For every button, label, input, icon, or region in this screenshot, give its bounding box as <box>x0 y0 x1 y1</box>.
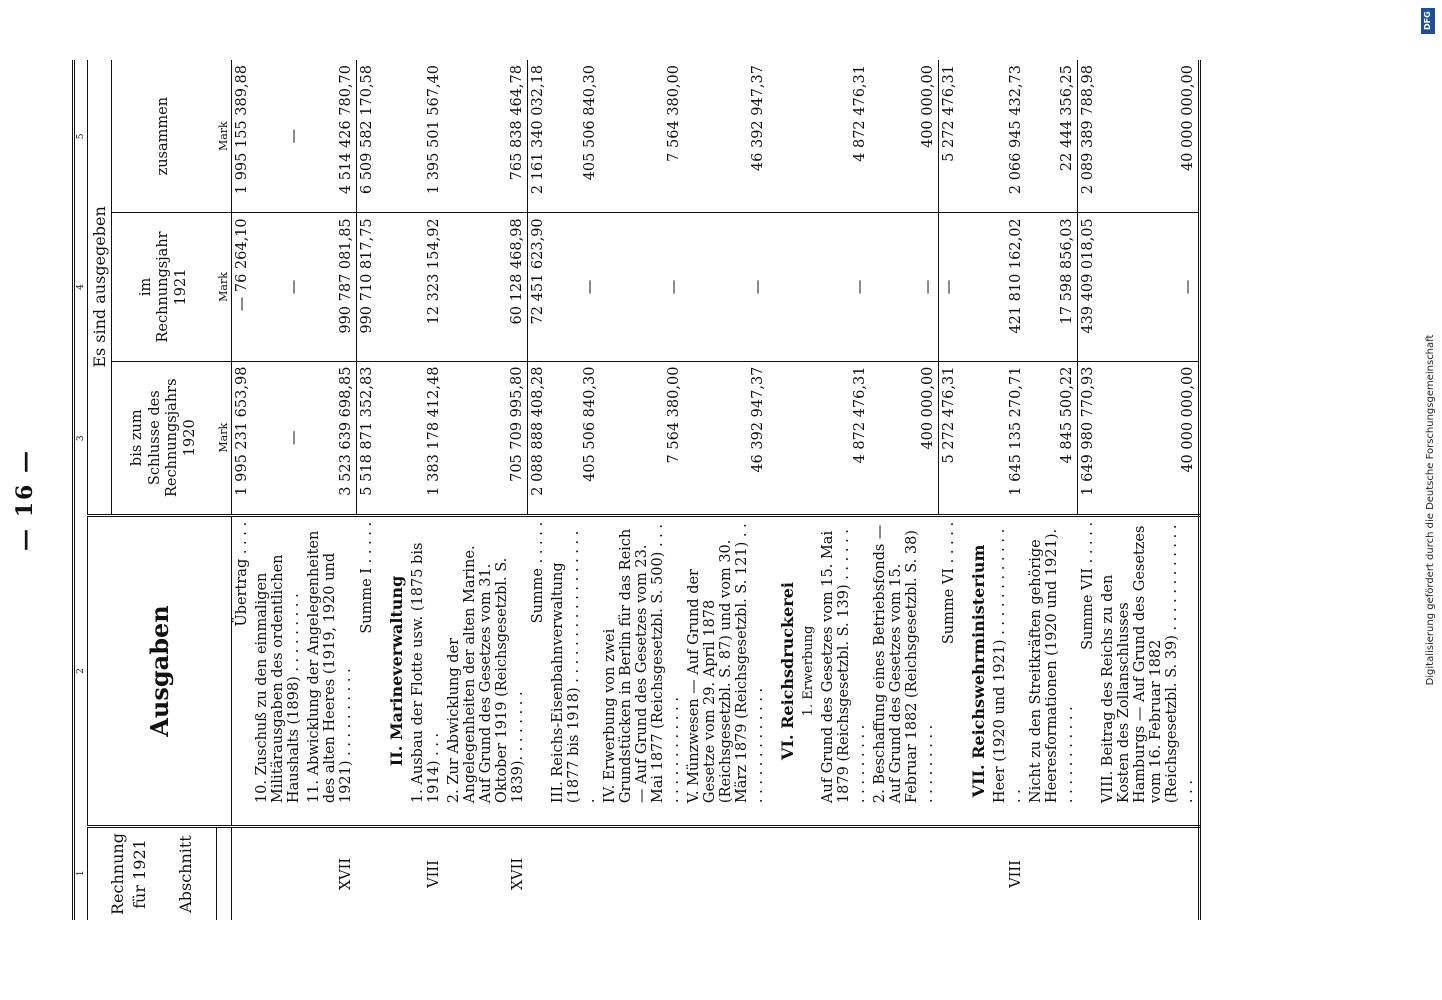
colnum-2: 2 <box>74 515 88 826</box>
description-cell: Auf Grund des Gesetzes vom 15. Mai 1879 (Reichsgesetzbl. S. 139) . . . . . . . . . . . . . . . <box>818 515 870 826</box>
value-total-cell: 22 444 356,25 <box>1059 65 1076 172</box>
colnum-4: 4 <box>74 213 88 361</box>
description-cell: 11. Abwicklung der Angelegenheiten des alten Heeres (1919, 1920 und 1921) . . . . . . . . . . <box>304 515 356 826</box>
abschnitt-cell <box>548 827 600 920</box>
unit-blank <box>216 827 232 920</box>
value-1920-cell: 3 523 639 698,85 <box>304 361 356 515</box>
table-body <box>232 60 1200 920</box>
abschnitt-cell <box>600 827 684 920</box>
abschnitt-cell <box>818 827 870 920</box>
description-cell: 2. Zur Abwicklung der Angelegenheiten der alten Marine. Auf Grund des Gesetzes vom 31. Oktober 1919 (Reichsgesetzbl. S. 1839). . . . . . . . <box>444 515 528 826</box>
description-cell: 2. Beschaffung eines Betriebsfonds — Auf Grund des Gesetzes vom 15. Februar 1882 (Reichsgesetzbl. S. 38) . . . . . . . . . <box>870 515 938 826</box>
value-1921-cell: 421 810 162,02 <box>990 213 1026 361</box>
table-row <box>1078 60 1099 920</box>
value-1921-cell: — 76 264,10 <box>232 213 253 361</box>
table-row <box>959 60 990 920</box>
header-col3-line: 1920 <box>181 419 198 457</box>
header-col4 <box>112 213 217 361</box>
abschnitt-cell <box>232 827 253 920</box>
value-1921-cell: 72 451 623,90 <box>528 213 549 361</box>
value-1920-cell: 5 518 871 352,83 <box>356 361 377 515</box>
table-row <box>990 60 1026 920</box>
abschnitt-cell: VIII <box>990 827 1026 920</box>
value-total-cell: 7 564 380,00 <box>666 65 683 162</box>
header-col5: zusammen <box>155 96 172 176</box>
value-1920-cell <box>959 361 990 515</box>
header-ausgaben: Ausgaben <box>88 515 232 826</box>
value-1920-cell: 4 845 500,22 <box>1026 361 1078 515</box>
value-1920-cell: 4 872 476,31 <box>818 361 870 515</box>
abschnitt-cell: XVII <box>444 827 528 920</box>
header-abschnitt <box>88 827 217 920</box>
header-col3 <box>112 361 217 515</box>
value-1920-cell <box>768 361 799 515</box>
table-row <box>818 60 870 920</box>
table-row <box>799 60 818 920</box>
table-row <box>304 60 356 920</box>
table-row <box>356 60 377 920</box>
column-number-row <box>74 60 88 920</box>
table-row <box>528 60 549 920</box>
abschnitt-cell <box>1078 827 1099 920</box>
table-row <box>252 60 304 920</box>
value-total-cell: 4 872 476,31 <box>852 65 869 162</box>
value-1920-cell: 1 995 231 653,98 <box>232 361 253 515</box>
description-cell: Übertrag . . . . <box>232 515 253 826</box>
table-row <box>548 60 600 920</box>
value-1921-cell <box>377 213 408 361</box>
value-1920-cell: 7 564 380,00 <box>600 361 684 515</box>
table-row <box>1026 60 1078 920</box>
value-1920-cell: 1 649 980 770,93 <box>1078 361 1099 515</box>
header-col3-line: bis zum <box>129 409 146 467</box>
value-total-cell: — <box>286 128 303 144</box>
colnum-1: 1 <box>74 827 88 920</box>
value-total-cell: 405 506 840,30 <box>582 65 599 181</box>
value-1921-cell: 12 323 154,92 <box>408 213 444 361</box>
table-row <box>938 60 959 920</box>
abschnitt-cell: VIII <box>408 827 444 920</box>
dfg-logo-icon: DFG <box>1421 8 1435 34</box>
value-1921-cell: 17 598 856,03 <box>1026 213 1078 361</box>
abschnitt-cell <box>799 827 818 920</box>
value-total-cell: 6 509 582 170,58 <box>356 60 377 213</box>
value-1921-cell: — <box>252 213 304 361</box>
page-number: — 16 — <box>12 449 38 551</box>
value-1920-cell: 1 383 178 412,48 <box>408 361 444 515</box>
abschnitt-cell: XVII <box>304 827 356 920</box>
table-row <box>444 60 528 920</box>
value-1920-cell <box>377 361 408 515</box>
colnum-3: 3 <box>74 361 88 515</box>
value-1921-cell: 990 787 081,85 <box>304 213 356 361</box>
value-total-cell <box>959 60 990 213</box>
unit-col3: Mark <box>216 361 232 515</box>
description-cell: Summe I . . . . . <box>356 515 377 826</box>
header-group: Es sind ausgegeben <box>88 60 112 515</box>
abschnitt-cell <box>938 827 959 920</box>
value-1921-cell <box>768 213 799 361</box>
value-1920-cell: 5 272 476,31 <box>938 361 959 515</box>
value-1920-cell: 705 709 995,80 <box>444 361 528 515</box>
abschnitt-cell <box>1026 827 1078 920</box>
description-cell: IV. Erwerbung von zwei Grundstücken in Berlin für das Reich — Auf Grund des Gesetzes vom 23. Mai 1877 (Reichsgesetzbl. S. 500) . . . . . . . . . . . . . . . <box>600 515 684 826</box>
value-total-cell <box>377 60 408 213</box>
header-col4-line: im <box>138 277 155 297</box>
header-col3-line: Rechnungsjahrs <box>164 378 181 498</box>
value-total-cell: 5 272 476,31 <box>938 60 959 213</box>
table-row <box>408 60 444 920</box>
digitization-note <box>1422 8 1436 998</box>
description-cell: VIII. Beitrag des Reichs zu den Kosten des Zollanschlusses Hamburgs — Auf Grund des Gesetzes vom 16. Februar 1882 (Reichsgesetzbl. S. 39) . . . . . . . . . . . . . . . <box>1098 515 1200 826</box>
table-row <box>684 60 768 920</box>
value-total-cell: 400 000,00 <box>919 65 936 149</box>
header-abschnitt-line: Rechnung <box>108 833 128 915</box>
header-abschnitt-line: Abschnitt <box>175 835 195 913</box>
value-1920-cell <box>799 361 818 515</box>
value-total-cell: 46 392 947,37 <box>750 65 767 172</box>
header-row-group <box>88 60 112 920</box>
description-cell: Summe . . . . . <box>528 515 549 826</box>
value-1921-cell <box>799 213 818 361</box>
value-1920-cell: 400 000,00 <box>870 361 938 515</box>
description-cell: V. Münzwesen — Auf Grund der Gesetze vom 29. April 1878 (Reichsgesetzbl. S. 87) und vom 30. März 1879 (Reichsgesetzbl. S. 121) . . . . . . . . . . . . . . . <box>684 515 768 826</box>
description-cell: VI. Reichsdruckerei <box>768 515 799 826</box>
description-cell: VII. Reichswehrministerium <box>959 515 990 826</box>
value-1921-cell: 439 409 018,05 <box>1078 213 1099 361</box>
description-cell: II. Marineverwaltung <box>377 515 408 826</box>
header-col3-line: Schlusse des <box>146 390 163 486</box>
description-cell: Heer (1920 und 1921) . . . . . . . . . . . . . . <box>990 515 1026 826</box>
value-total-cell: 1 395 501 567,40 <box>425 65 442 195</box>
value-1921-cell: — <box>938 213 959 361</box>
value-total-cell: 2 066 945 432,73 <box>1007 65 1024 195</box>
table-row <box>600 60 684 920</box>
unit-col5: Mark <box>216 60 232 213</box>
value-total-cell: 1 995 155 389,88 <box>232 60 253 213</box>
value-total-cell: 2 161 340 032,18 <box>528 60 549 213</box>
abschnitt-cell <box>870 827 938 920</box>
colnum-5: 5 <box>74 60 88 213</box>
value-1921-cell: — <box>870 213 938 361</box>
header-abschnitt-line: für 1921 <box>130 839 150 909</box>
abschnitt-cell <box>377 827 408 920</box>
table-row <box>768 60 799 920</box>
value-total-cell: 40 000 000,00 <box>1098 60 1200 213</box>
value-1920-cell: 2 088 888 408,28 <box>528 361 549 515</box>
abschnitt-cell <box>1098 827 1200 920</box>
value-1921-cell: 60 128 468,98 <box>444 213 528 361</box>
value-1921-cell: — <box>818 213 870 361</box>
abschnitt-cell <box>356 827 377 920</box>
value-1921-cell: — <box>684 213 768 361</box>
value-total-cell: 2 089 389 788,98 <box>1078 60 1099 213</box>
value-1920-cell: 40 000 000,00 <box>1098 361 1200 515</box>
description-cell: 1. Ausbau der Flotte usw. (1875 bis 1914) . . . <box>408 515 444 826</box>
description-cell: 10. Zuschuß zu den einmaligen Militärausgaben des ordentlichen Haushalts (1898) . . . . . . . . . <box>252 515 304 826</box>
digitization-note-text: Digitalisierung gefördert durch die Deutsche Forschungsgemeinschaft <box>1425 334 1436 686</box>
abschnitt-cell <box>959 827 990 920</box>
abschnitt-cell <box>768 827 799 920</box>
abschnitt-cell <box>252 827 304 920</box>
header-col4-line: 1921 <box>172 268 189 306</box>
table-row <box>870 60 938 920</box>
value-1921-cell: — <box>548 213 600 361</box>
expenditure-table <box>72 60 1201 920</box>
abschnitt-cell <box>528 827 549 920</box>
value-total-cell <box>799 60 818 213</box>
unit-col4: Mark <box>216 213 232 361</box>
table-row <box>377 60 408 920</box>
description-cell: III. Reichs-Eisenbahnverwaltung (1877 bis 1918) . . . . . . . . . . . . . . . . . . <box>548 515 600 826</box>
value-1921-cell <box>959 213 990 361</box>
abschnitt-cell <box>684 827 768 920</box>
description-cell: 1. Erwerbung <box>799 515 818 826</box>
value-1920-cell: 405 506 840,30 <box>548 361 600 515</box>
table-row <box>1098 60 1200 920</box>
description-cell: Summe VI . . . . . <box>938 515 959 826</box>
value-1921-cell: — <box>600 213 684 361</box>
value-1921-cell: 990 710 817,75 <box>356 213 377 361</box>
value-total-cell <box>768 60 799 213</box>
description-cell: Nicht zu den Streitkräften gehörige Heeresformationen (1920 und 1921). . . . . . . . . . . . <box>1026 515 1078 826</box>
value-1920-cell: — <box>252 361 304 515</box>
description-cell: Summe VII . . . . . <box>1078 515 1099 826</box>
header-col4-line: Rechnungsjahr <box>155 231 172 343</box>
value-1921-cell: — <box>1098 213 1200 361</box>
value-1920-cell: 1 645 135 270,71 <box>990 361 1026 515</box>
value-total-cell: 765 838 464,78 <box>509 65 526 181</box>
table-row <box>232 60 253 920</box>
value-1920-cell: 46 392 947,37 <box>684 361 768 515</box>
rotated-page <box>0 25 1442 975</box>
value-total-cell: 4 514 426 780,70 <box>337 65 354 195</box>
